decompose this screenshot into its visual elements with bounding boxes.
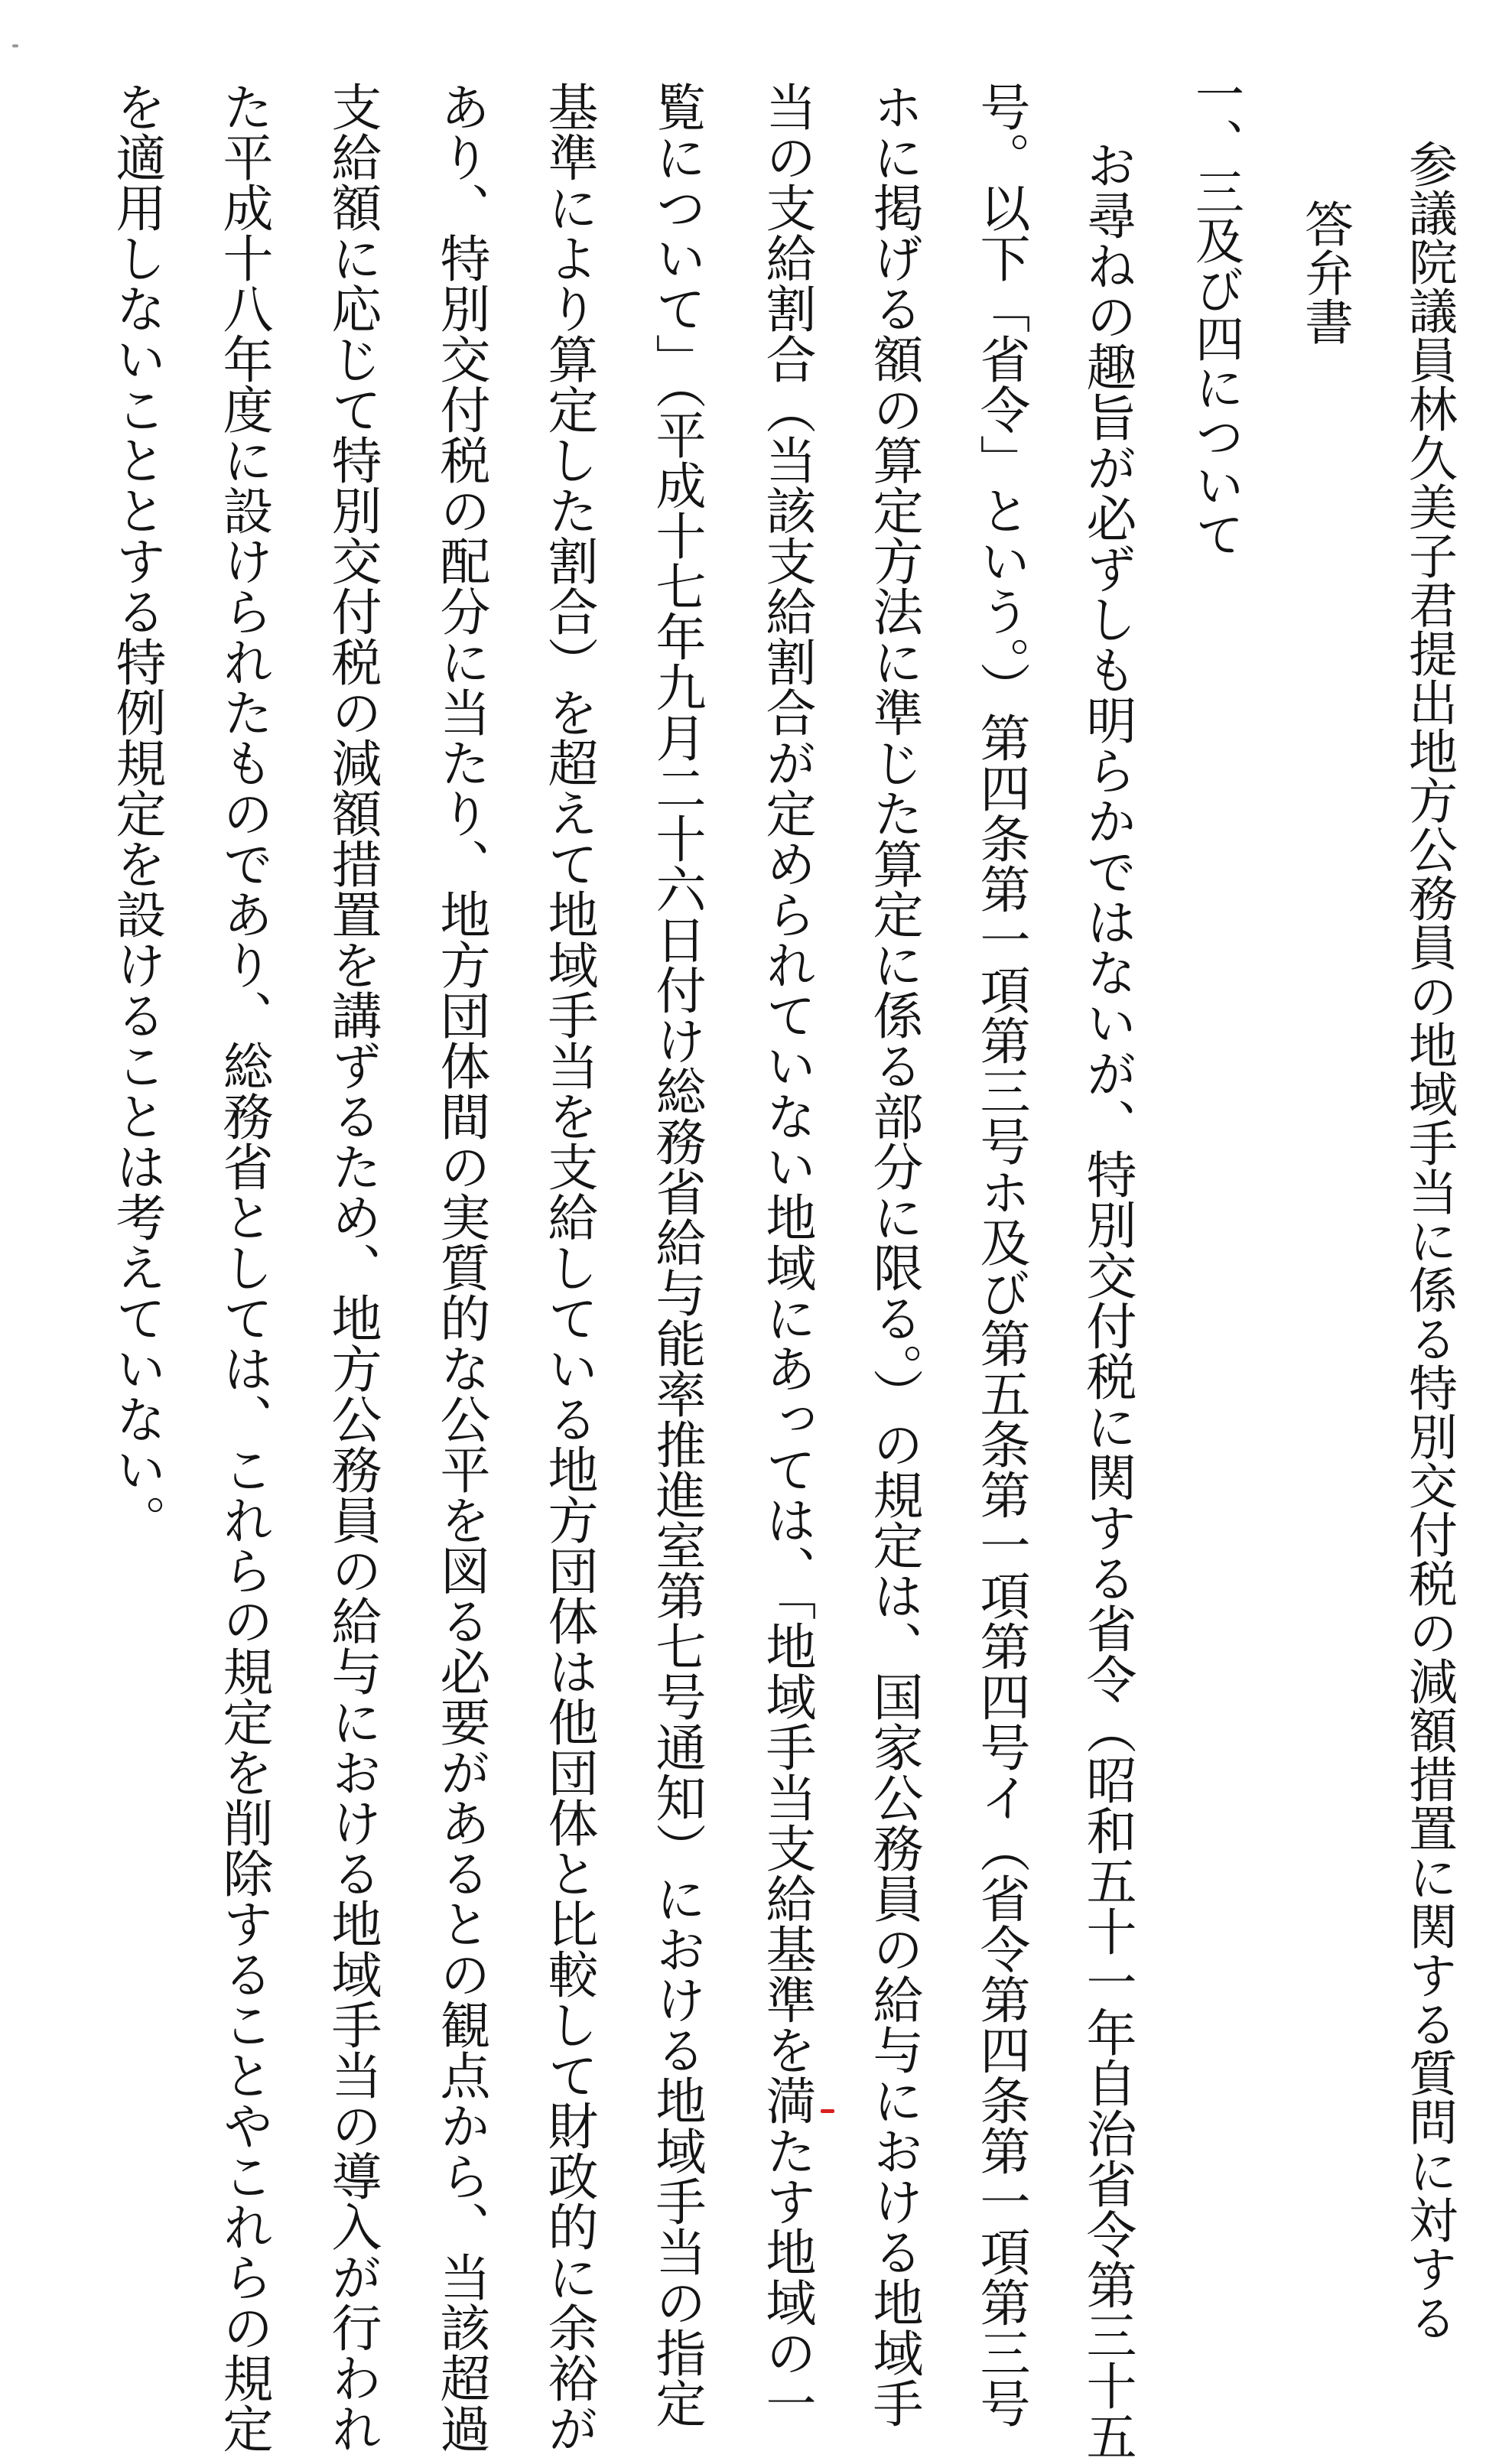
document-subtitle: 答弁書 bbox=[1296, 199, 1353, 346]
body-line-10: を適用しないこととする特例規定を設けることは考えていない。 bbox=[107, 81, 166, 1545]
body-line-2: 号。以下「省令」という。）第四条第一項第三号ホ及び第五条第一項第四号イ（省令第四条第一項第三号 bbox=[971, 81, 1030, 2428]
body-line-3: ホに掲げる額の算定方法に準じた算定に係る部分に限る。）の規定は、国家公務員の給与における地域手 bbox=[864, 81, 923, 2428]
body-line-4: 当の支給割合（当該支給割合が定められていない地域にあっては、「地域手当支給基準を満たす地域の一 bbox=[757, 81, 816, 2428]
body-line-7: あり、特別交付税の配分に当たり、地方団体間の実質的な公平を図る必要があるとの観点から、当該超過 bbox=[431, 81, 490, 2453]
document-title: 参議院議員林久美子君提出地方公務員の地域手当に係る特別交付税の減額措置に関する質問に対する bbox=[1400, 139, 1457, 2342]
body-line-6: 基準により算定した割合）を超えて地域手当を支給している地方団体は他団体と比較して財政的に余裕が bbox=[539, 81, 598, 2453]
scan-speck bbox=[12, 44, 18, 47]
red-ink-mark bbox=[821, 2109, 834, 2113]
body-line-5: 覧について」（平成十七年九月二十六日付け総務省給与能率推進室第七号通知）における地域手当の指定 bbox=[647, 81, 706, 2428]
body-line-8: 支給額に応じて特別交付税の減額措置を講ずるため、地方公務員の給与における地域手当の導入が行われ bbox=[323, 81, 382, 2453]
body-line-1: お尋ねの趣旨が必ずしも明らかではないが、特別交付税に関する省令（昭和五十一年自治省令第三十五 bbox=[1078, 139, 1136, 2461]
section-heading: 一、三及び四について bbox=[1187, 69, 1244, 558]
body-line-9: た平成十八年度に設けられたものであり、総務省としては、これらの規定を削除することやこれらの規定 bbox=[214, 81, 273, 2453]
